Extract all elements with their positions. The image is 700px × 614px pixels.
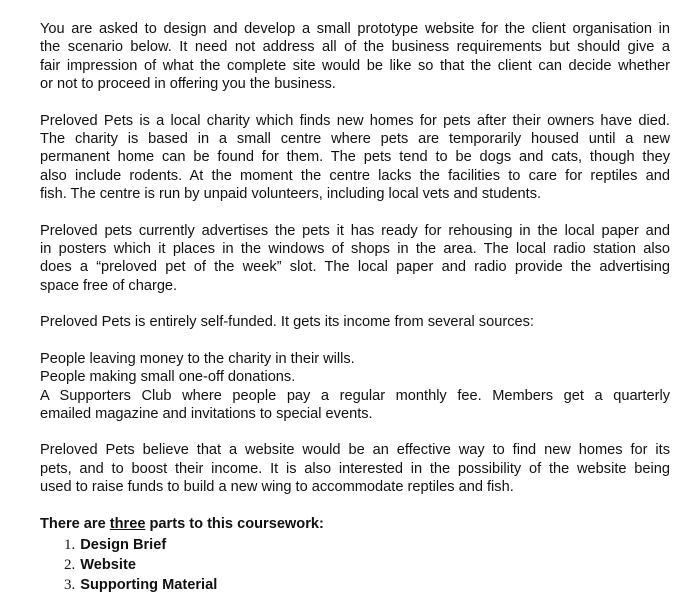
income-source-item: A Supporters Club where people pay a regular monthly fee. Members get a quarterly [40,387,670,404]
text-line: The charity is based in a small centre where pets are temporarily housed until a new [40,131,670,148]
coursework-document [40,20,670,595]
part-item-website [40,555,670,575]
part-label: Design Brief [80,536,167,553]
intro-paragraph [40,20,670,94]
text-line: in posters which it places in the windows of shops in the area. The local radio station also [40,241,670,258]
text-line: the scenario below. It need not address all of the business requirements but should give a [40,39,670,56]
advertising-paragraph [40,222,670,296]
text-line: Preloved pets currently advertises the pets it has ready for rehousing in the local paper and [40,222,670,239]
text-line: Preloved Pets believe that a website would be an effective way to find new homes for its [40,442,670,459]
part-number: 1. [64,536,76,553]
income-source-item-continued: emailed magazine and invitations to special events. [40,405,373,422]
text-line: fish. The centre is run by unpaid volunteers, including local vets and students. [40,186,542,203]
part-label: Website [80,556,136,573]
text-line: Preloved Pets is a local charity which finds new homes for pets after their owners have died. [40,112,670,129]
heading-underlined-word: three [109,515,146,532]
text-line: permanent home can be found for them. The pets tend to be dogs and cats, though they [40,149,670,166]
text-line: used to raise funds to build a new wing to accommodate reptiles and fish. [40,479,514,496]
text-line: Preloved Pets is entirely self-funded. It gets its income from several sources: [40,314,534,331]
website-goals-paragraph [40,441,670,496]
income-source-item: People leaving money to the charity in their wills. [40,350,355,367]
income-source-item: People making small one-off donations. [40,369,296,386]
text-line: does a “preloved pet of the week” slot. The local paper and radio provide the advertising [40,259,670,276]
part-item-supporting-material [40,575,670,595]
text-line: pets, and to boost their income. It is also interested in the possibility of the website being [40,460,670,477]
heading-text-end: parts to this coursework: [145,515,324,532]
text-line: or not to proceed in offering you the business. [40,76,336,93]
part-number: 2. [64,556,76,573]
text-line: fair impression of what the complete site would be like so that the client can decide whether [40,57,670,74]
part-label: Supporting Material [80,576,218,593]
text-line: also include rodents. At the moment the centre lacks the facilities to care for reptiles and [40,167,670,184]
coursework-parts-heading [40,515,670,533]
part-number: 3. [64,576,76,593]
text-line: space free of charge. [40,277,178,294]
text-line: You are asked to design and develop a small prototype website for the client organisation in [40,21,670,37]
funding-intro-paragraph [40,313,670,331]
income-sources-list [40,350,670,424]
charity-description-paragraph [40,112,670,204]
heading-text-start: There are [40,515,110,532]
part-item-design-brief [40,535,670,555]
coursework-parts-list [40,535,670,595]
